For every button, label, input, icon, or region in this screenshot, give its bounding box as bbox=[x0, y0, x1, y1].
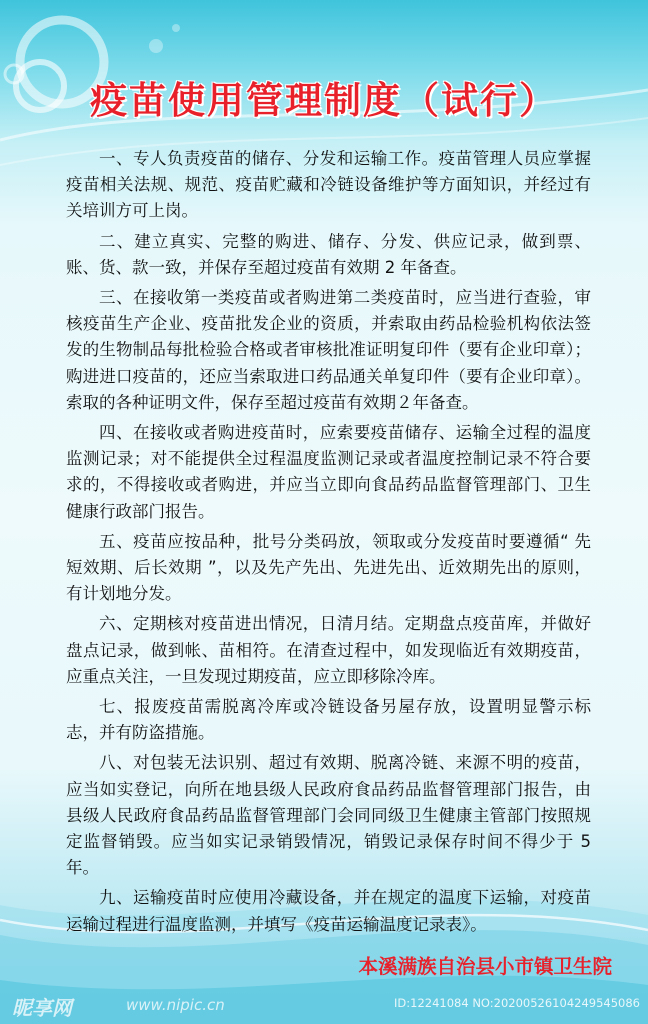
paragraph-5: 五、疫苗应按品种，批号分类码放，领取或分发疫苗时要遵循“ 先短效期、后长效期 ”，以及先产先出、先进先出、近效期先出的原则，有计划地分发。 bbox=[66, 531, 591, 604]
paragraph-8: 八、对包装无法识别、超过有效期、脱离冷链、来源不明的疫苗，应当如实登记，向所在地县级人民政府食品药品监督管理部门报告，由县级人民政府食品药品监督管理部门会同同级卫生健康主管部门按照规定监督销毁。应当如实记录销毁情况，销毁记录保存时间不得少于 5 年。 bbox=[66, 753, 591, 878]
regulation-body bbox=[66, 146, 591, 942]
paragraph-1: 一、专人负责疫苗的储存、分发和运输工作。疫苗管理人员应掌握疫苗相关法规、规范、疫苗贮藏和冷链设备维护等方面知识，并经过有关培训方可上岗。 bbox=[66, 149, 591, 221]
watermark-url: www.nipic.cn bbox=[126, 996, 225, 1014]
paragraph-2: 二、建立真实、完整的购进、储存、分发、供应记录，做到票、账、货、款一致，并保存至超过疫苗有效期 2 年备查。 bbox=[66, 231, 591, 277]
paragraph-9: 九、运输疫苗时应使用冷藏设备，并在规定的温度下运输，对疫苗运输过程进行温度监测，并填写《疫苗运输温度记录表》。 bbox=[66, 888, 591, 934]
organization-name: 本溪满族自治县小市镇卫生院 bbox=[358, 955, 612, 978]
paragraph-6: 六、定期核对疫苗进出情况，日清月结。定期盘点疫苗库，并做好盘点记录，做到帐、苗相符。在清查过程中，如发现临近有效期疫苗，应重点关注，一旦发现过期疫苗，应立即移除冷库。 bbox=[66, 614, 591, 686]
paragraph-3: 三、在接收第一类疫苗或者购进第二类疫苗时，应当进行查验，审核疫苗生产企业、疫苗批发企业的资质，并索取由药品检验机构依法签发的生物制品每批检验合格或者审核批准证明复印件（要有企业印章）；购进进口疫苗的，还应当索取进口药品通关单复印件（要有企业印章）。索取的各种证明文件，保存至超过疫苗有效期２年备查。 bbox=[66, 288, 591, 412]
paragraph-7: 七、报废疫苗需脱离冷库或冷链设备另屋存放，设置明显警示标志，并有防盗措施。 bbox=[66, 697, 591, 743]
page-title: 疫苗使用管理制度（试行） bbox=[90, 79, 558, 122]
watermark-logo: 昵享网 bbox=[12, 996, 72, 1020]
watermark-id: ID:12241084 NO:20200526104249545086 bbox=[394, 996, 640, 1010]
paragraph-4: 四、在接收或者购进疫苗时，应索要疫苗储存、运输全过程的温度监测记录；对不能提供全过程温度监测记录或者温度控制记录不符合要求的，不得接收或者购进，并应当立即向食品药品监督管理部门、卫生健康行政部门报告。 bbox=[66, 423, 591, 521]
